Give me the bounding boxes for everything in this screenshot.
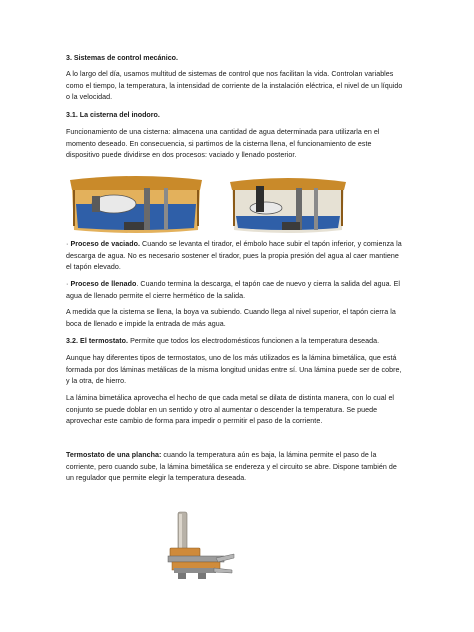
thermostat-photo [158, 510, 240, 582]
bimetal-paragraph: La lámina bimetálica aprovecha el hecho de que cada metal se dilata de distinta manera, con lo cual el conjunto se puede doblar en un sentido y otro al aumentar o descender la temperatura. Se puede aprovechar este cambio de forma para impedir o permitir el paso de la corriente. [66, 394, 395, 426]
iron-thermostat-text: cuando la temperatura aún es baja, la lámina permite el paso de la corriente, pero cuando sube, la lámina bimetálica se endereza y el circuito se abre. Dispone también de un regulador que permite elegir la temperatura deseada. [66, 451, 397, 483]
thermostat-heading-paragraph [66, 336, 406, 348]
vaciado-label: Proceso de vaciado. [70, 240, 140, 248]
section-heading-3-1: 3.1. La cisterna del inodoro. [66, 111, 160, 119]
bullet-icon: · [66, 240, 71, 248]
cistern-figures [66, 174, 406, 236]
iron-thermostat-paragraph [66, 450, 406, 485]
llenado-paragraph [66, 279, 406, 302]
fill-paragraph: A medida que la cisterna se llena, la boya va subiendo. Cuando llega al nivel superior, el tapón cierra la boca de llenado e impide la entrada de más agua. [66, 308, 396, 328]
bullet-icon: · [66, 280, 71, 288]
llenado-text: . Cuando termina la descarga, el tapón cae de nuevo y cierra la salida del agua. El agua de llenado permite el cierre hermético de la salida. [66, 280, 401, 300]
cistern-intro-paragraph: Funcionamiento de una cisterna: almacena una cantidad de agua determinada para utilizarla en el momento deseado. En consecuencia, si partimos de la cisterna llena, el funcionamiento de este dispositivo puede dividirse en dos procesos: vaciado y llenado posterior. [66, 128, 380, 160]
iron-thermostat-label: Termostato de una plancha: [66, 451, 162, 459]
vaciado-paragraph [66, 239, 406, 274]
intro-paragraph: A lo largo del día, usamos multitud de sistemas de control que nos facilitan la vida. Controlan variables como el tiempo, la temperatura, la intensidad de corriente de la instalación eléctrica, el nivel de un líquido o la velocidad. [66, 70, 403, 102]
cistern-emptying-illustration [66, 174, 206, 236]
thermostat-intro: Permite que todos los electrodomésticos funcionen a la temperatura deseada. [128, 337, 380, 345]
cistern-filling-illustration [226, 174, 350, 236]
thermostat-types-paragraph: Aunque hay diferentes tipos de termostatos, uno de los más utilizados es la lámina bimetálica, que está formada por dos láminas metálicas de la misma longitud unidas entre sí. Una lámina puede ser de cobre, y la otra, de hierro. [66, 354, 402, 386]
vaciado-text: Cuando se levanta el tirador, el émbolo hace subir el tapón inferior, y comienza la descarga de agua. No es necesario sostener el tirador, pues la propia presión del agua al caer mantiene el tapón elevado. [66, 240, 402, 272]
section-heading-3-2: 3.2. El termostato. [66, 337, 129, 345]
llenado-label: Proceso de llenado [70, 280, 137, 288]
section-heading-3: 3. Sistemas de control mecánico. [66, 54, 178, 62]
